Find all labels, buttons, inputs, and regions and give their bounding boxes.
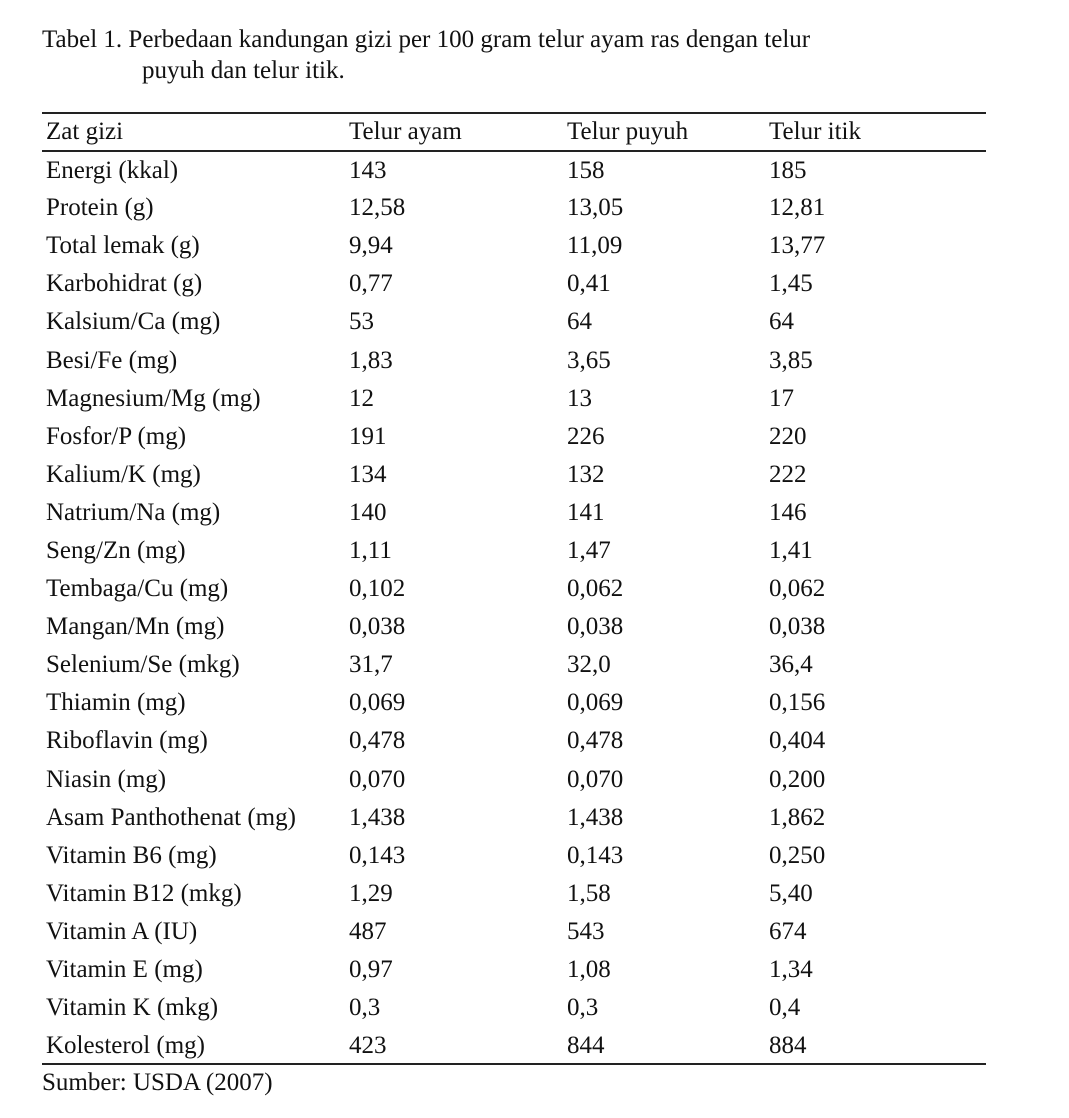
table-row [46,456,986,494]
telur-puyuh-value: 0,143 [567,841,624,869]
nutrient-name: Besi/Fe (mg) [46,346,178,374]
table-row [46,684,986,722]
telur-ayam-value: 12 [349,384,374,412]
table-row [46,494,986,532]
telur-itik-value: 17 [769,384,794,412]
telur-puyuh-value: 1,08 [567,956,611,984]
telur-ayam-value: 12,58 [349,194,406,222]
telur-ayam-value: 1,438 [349,803,406,831]
telur-puyuh-value: 226 [567,422,605,450]
telur-ayam-value: 31,7 [349,651,393,679]
telur-ayam-value: 9,94 [349,232,393,260]
telur-itik-value: 12,81 [769,194,826,222]
nutrient-name: Protein (g) [46,194,154,222]
telur-itik-value: 0,250 [769,841,826,869]
telur-itik-value: 884 [769,1032,807,1060]
header-zat-gizi: Zat gizi [46,118,124,145]
telur-itik-value: 0,156 [769,689,826,717]
telur-ayam-value: 0,102 [349,575,406,603]
telur-ayam-value: 0,3 [349,994,381,1022]
nutrient-name: Vitamin K (mkg) [46,994,219,1022]
table-header-row [46,113,986,151]
telur-itik-value: 0,404 [769,727,826,755]
telur-ayam-value: 0,143 [349,841,406,869]
telur-puyuh-value: 158 [567,156,605,184]
telur-puyuh-value: 1,438 [567,803,624,831]
telur-puyuh-value: 0,070 [567,765,624,793]
telur-ayam-value: 0,478 [349,727,406,755]
telur-ayam-value: 487 [349,917,387,945]
telur-itik-value: 146 [769,498,807,526]
telur-itik-value: 64 [769,308,794,336]
table-row [46,951,986,989]
nutrient-name: Vitamin E (mg) [46,956,203,984]
table-row [46,646,986,684]
nutrient-name: Seng/Zn (mg) [46,536,186,564]
telur-ayam-value: 1,29 [349,879,393,907]
table-row [46,837,986,875]
telur-itik-value: 185 [769,156,807,184]
telur-puyuh-value: 0,478 [567,727,624,755]
table-row [46,1027,986,1065]
telur-puyuh-value: 1,47 [567,536,611,564]
telur-itik-value: 0,200 [769,765,826,793]
telur-puyuh-value: 1,58 [567,879,611,907]
table-row [46,761,986,799]
table-row [46,608,986,646]
telur-puyuh-value: 141 [567,498,605,526]
nutrient-name: Fosfor/P (mg) [46,422,187,450]
telur-ayam-value: 1,11 [349,536,392,564]
table-row [46,875,986,913]
telur-itik-value: 3,85 [769,346,813,374]
telur-itik-value: 1,34 [769,956,813,984]
telur-puyuh-value: 0,069 [567,689,624,717]
table-row [46,418,986,456]
telur-puyuh-value: 64 [567,308,592,336]
table-row [46,265,986,303]
table-row [46,341,986,379]
table-caption [42,24,992,86]
header-telur-puyuh: Telur puyuh [567,118,689,145]
nutrient-name: Magnesium/Mg (mg) [46,384,261,412]
table-row [46,532,986,570]
nutrient-name: Selenium/Se (mkg) [46,651,240,679]
nutrient-name: Tembaga/Cu (mg) [46,575,229,603]
nutrient-name: Kolesterol (mg) [46,1032,205,1060]
nutrient-name: Energi (kkal) [46,156,179,184]
table-row [46,989,986,1027]
telur-ayam-value: 423 [349,1032,387,1060]
nutrient-name: Kalium/K (mg) [46,460,201,488]
telur-ayam-value: 191 [349,422,387,450]
telur-itik-value: 1,862 [769,803,826,831]
nutrition-table [46,113,986,1065]
telur-ayam-value: 1,83 [349,346,393,374]
telur-ayam-value: 140 [349,498,387,526]
nutrient-name: Asam Panthothenat (mg) [46,803,296,831]
telur-puyuh-value: 32,0 [567,651,611,679]
telur-ayam-value: 53 [349,308,374,336]
telur-ayam-value: 134 [349,460,387,488]
telur-ayam-value: 0,069 [349,689,406,717]
telur-itik-value: 13,77 [769,232,826,260]
nutrient-name: Riboflavin (mg) [46,727,208,755]
caption-line-2: puyuh dan telur itik. [142,57,345,84]
telur-itik-value: 1,45 [769,270,813,298]
table-row [46,570,986,608]
telur-itik-value: 0,4 [769,994,801,1022]
nutrient-name: Natrium/Na (mg) [46,498,221,526]
nutrient-name: Vitamin B6 (mg) [46,841,217,869]
telur-puyuh-value: 3,65 [567,346,611,374]
header-telur-ayam: Telur ayam [349,118,462,145]
telur-itik-value: 36,4 [769,651,813,679]
nutrient-name: Kalsium/Ca (mg) [46,308,221,336]
telur-itik-value: 220 [769,422,807,450]
telur-puyuh-value: 543 [567,917,605,945]
nutrient-name: Vitamin A (IU) [46,917,198,945]
table-row [46,303,986,341]
telur-puyuh-value: 13,05 [567,194,624,222]
nutrient-name: Vitamin B12 (mkg) [46,879,242,907]
telur-itik-value: 674 [769,917,807,945]
table-body [46,151,986,1065]
table-row [46,799,986,837]
table-row [46,913,986,951]
telur-puyuh-value: 0,038 [567,613,624,641]
telur-itik-value: 0,062 [769,575,826,603]
telur-ayam-value: 0,038 [349,613,406,641]
telur-puyuh-value: 13 [567,384,592,412]
telur-puyuh-value: 0,3 [567,994,599,1022]
telur-itik-value: 5,40 [769,879,813,907]
telur-puyuh-value: 132 [567,460,605,488]
table-row [46,380,986,418]
telur-puyuh-value: 0,41 [567,270,611,298]
nutrient-name: Karbohidrat (g) [46,270,203,298]
caption-line-1: Tabel 1. Perbedaan kandungan gizi per 100 gram telur ayam ras dengan telur [42,26,811,53]
telur-ayam-value: 0,77 [349,270,393,298]
telur-ayam-value: 0,070 [349,765,406,793]
nutrient-name: Niasin (mg) [46,765,167,793]
telur-puyuh-value: 844 [567,1032,605,1060]
telur-itik-value: 222 [769,460,807,488]
table-row [46,722,986,760]
table-row [46,189,986,227]
nutrient-name: Thiamin (mg) [46,689,186,717]
source-note: Sumber: USDA (2007) [42,1069,273,1096]
telur-puyuh-value: 11,09 [567,232,623,260]
telur-puyuh-value: 0,062 [567,575,624,603]
telur-ayam-value: 0,97 [349,956,393,984]
telur-itik-value: 1,41 [769,536,813,564]
nutrient-name: Mangan/Mn (mg) [46,613,225,641]
telur-itik-value: 0,038 [769,613,826,641]
telur-ayam-value: 143 [349,156,387,184]
header-telur-itik: Telur itik [769,118,861,145]
table-row [46,151,986,189]
table-row [46,227,986,265]
nutrient-name: Total lemak (g) [46,232,200,260]
